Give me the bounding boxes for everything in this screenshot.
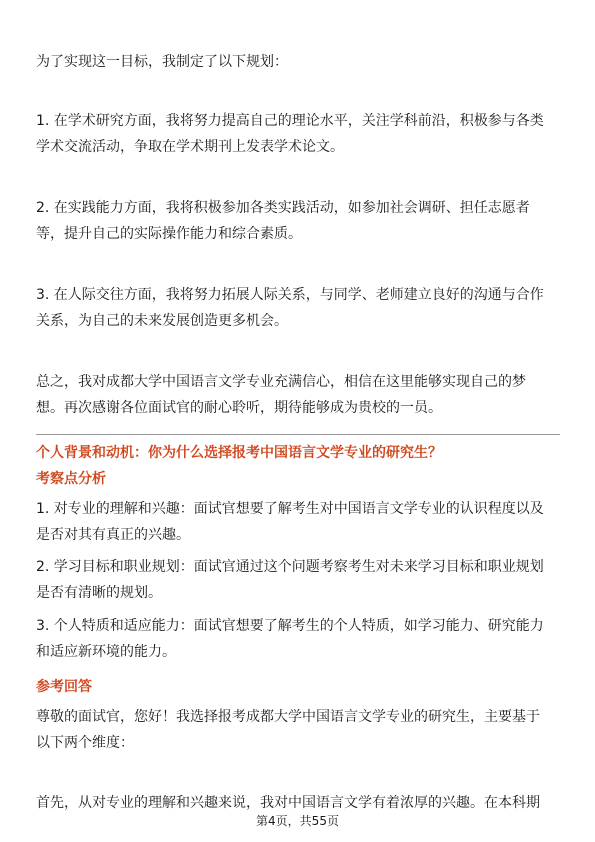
text-line: 想。再次感谢各位面试官的耐心聆听，期待能够成为贵校的一员。 — [36, 400, 442, 416]
text-line: 3. 个人特质和适应能力：面试官想要了解考生的个人特质，如学习能力、研究能力 — [36, 618, 544, 634]
section-divider — [36, 434, 560, 435]
text-line: 是否对其有真正的兴趣。 — [36, 527, 190, 543]
analysis-item-3 — [36, 613, 560, 665]
paragraph-plan-social — [36, 282, 560, 334]
text-line: 尊敬的面试官，您好！我选择报考成都大学中国语言文学专业的研究生，主要基于 — [36, 709, 540, 725]
analysis-heading: 考察点分析 — [36, 471, 106, 487]
text-line: 2. 学习目标和职业规划：面试官通过这个问题考察考生对未来学习目标和职业规划 — [36, 559, 544, 575]
analysis-item-2 — [36, 554, 560, 606]
text-line: 等，提升自己的实际操作能力和综合素质。 — [36, 226, 302, 242]
text-line: 学术交流活动，争取在学术期刊上发表学术论文。 — [36, 139, 344, 155]
text-line: 关系，为自己的未来发展创造更多机会。 — [36, 313, 288, 329]
paragraph-plan-intro — [36, 49, 560, 75]
text-line: 是否有清晰的规划。 — [36, 585, 162, 601]
paragraph-plan-academic — [36, 108, 560, 160]
answer-intro — [36, 704, 560, 756]
text-line: 1. 在学术研究方面，我将努力提高自己的理论水平，关注学科前沿，积极参与各类 — [36, 113, 544, 129]
text-line: 为了实现这一目标，我制定了以下规划： — [36, 54, 288, 70]
text-line: 2. 在实践能力方面，我将积极参加各类实践活动，如参加社会调研、担任志愿者 — [36, 200, 530, 216]
analysis-item-1 — [36, 496, 560, 548]
text-line: 和适应新环境的能力。 — [36, 644, 176, 660]
paragraph-plan-practice — [36, 195, 560, 247]
page-number: 第4页，共55页 — [256, 814, 339, 828]
paragraph-conclusion — [36, 369, 560, 421]
text-line: 1. 对专业的理解和兴趣：面试官想要了解考生对中国语言文学专业的认识程度以及 — [36, 501, 544, 517]
text-line: 以下两个维度： — [36, 735, 134, 751]
question-heading: 个人背景和动机：你为什么选择报考中国语言文学专业的研究生？ — [36, 445, 442, 461]
text-line: 首先，从对专业的理解和兴趣来说，我对中国语言文学有着浓厚的兴趣。在本科期 — [36, 795, 540, 811]
text-line: 3. 在人际交往方面，我将努力拓展人际关系，与同学、老师建立良好的沟通与合作 — [36, 287, 544, 303]
text-line: 总之，我对成都大学中国语言文学专业充满信心，相信在这里能够实现自己的梦 — [36, 374, 526, 390]
answer-heading: 参考回答 — [36, 679, 92, 695]
